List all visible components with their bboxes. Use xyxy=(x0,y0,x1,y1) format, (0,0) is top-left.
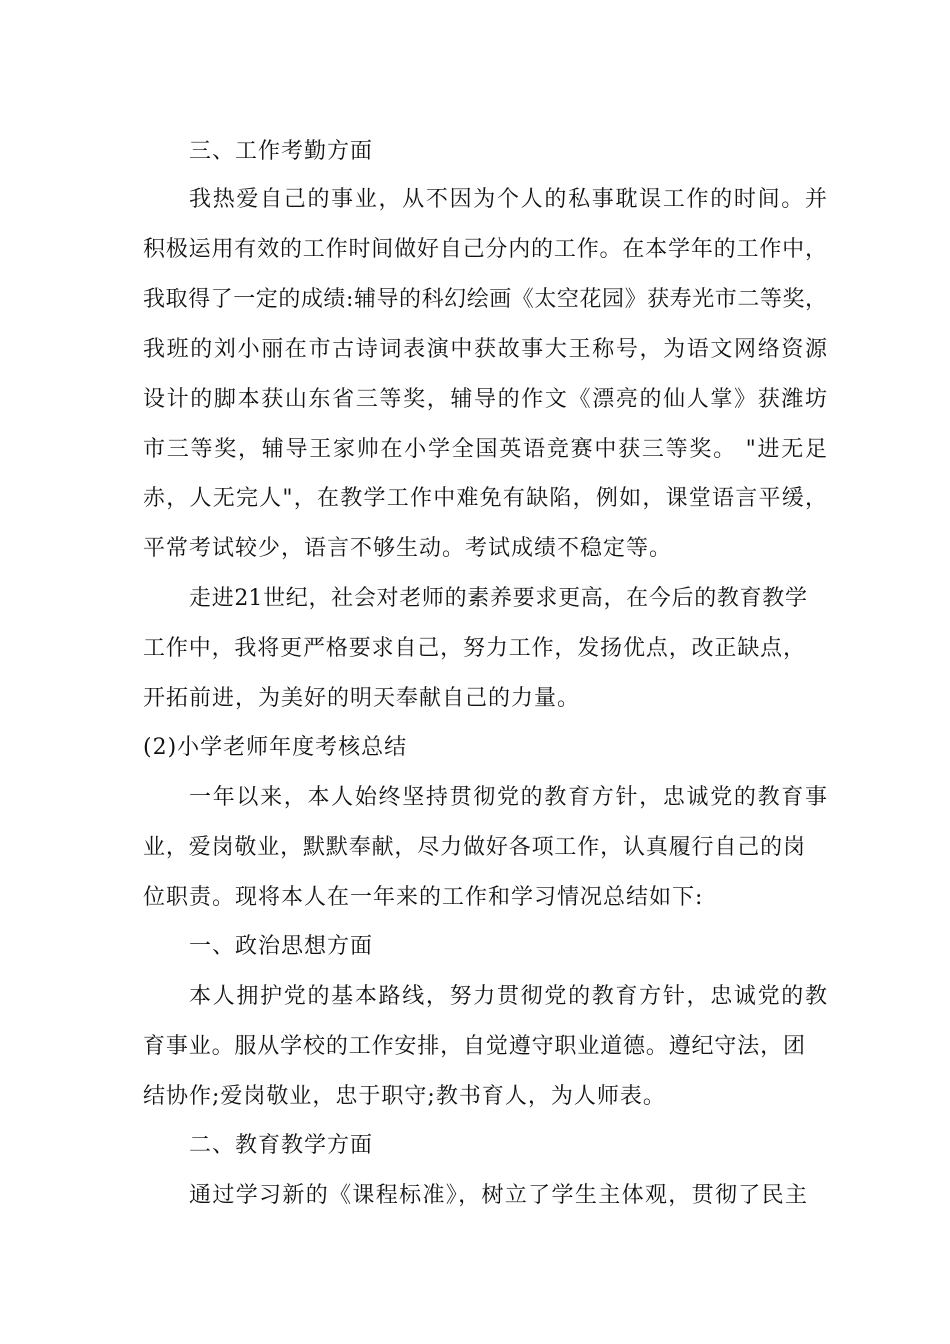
paragraph-line: 我取得了一定的成绩:辅导的科幻绘画《太空花园》获寿光市二等奖， xyxy=(143,287,827,312)
paragraph-line: 位职责。现将本人在一年来的工作和学习情况总结如下: xyxy=(143,885,704,910)
subtitle-annual-review: (2)小学老师年度考核总结 xyxy=(143,735,408,760)
paragraph-line: 我热爱自己的事业，从不因为个人的私事耽误工作的时间。并 xyxy=(189,187,827,212)
paragraph-line: 结协作;爱岗敬业，忠于职守;教书育人，为人师表。 xyxy=(143,1084,666,1109)
paragraph-line: 赤，人无完人"，在教学工作中难免有缺陷，例如，课堂语言平缓， xyxy=(143,486,827,511)
paragraph-line: 市三等奖，辅导王家帅在小学全国英语竞赛中获三等奖。 "进无足 xyxy=(143,437,827,462)
paragraph-line: 平常考试较少，语言不够生动。考试成绩不稳定等。 xyxy=(143,536,673,561)
paragraph-line: 设计的脚本获山东省三等奖，辅导的作文《漂亮的仙人掌》获潍坊 xyxy=(143,387,827,412)
paragraph-line: 本人拥护党的基本路线，努力贯彻党的教育方针，忠诚党的教 xyxy=(189,984,827,1009)
paragraph-line: 走进21世纪，社会对老师的素养要求更高，在今后的教育教学 xyxy=(189,586,807,611)
paragraph-line: 开拓前进，为美好的明天奉献自己的力量。 xyxy=(143,686,581,711)
section-heading-politics: 一、政治思想方面 xyxy=(189,934,374,959)
paragraph-line: 积极运用有效的工作时间做好自己分内的工作。在本学年的工作中， xyxy=(143,237,827,262)
paragraph-line: 我班的刘小丽在市古诗词表演中获故事大王称号，为语文网络资源 xyxy=(143,337,827,362)
paragraph-line: 工作中，我将更严格要求自己，努力工作，发扬优点，改正缺点， xyxy=(143,636,805,661)
section-heading-attendance: 三、工作考勤方面 xyxy=(189,139,374,164)
paragraph-line: 一年以来，本人始终坚持贯彻党的教育方针，忠诚党的教育事 xyxy=(189,785,827,810)
section-heading-teaching: 二、教育教学方面 xyxy=(189,1133,374,1158)
paragraph-line: 业，爱岗敬业，默默奉献，尽力做好各项工作，认真履行自己的岗 xyxy=(143,835,805,860)
paragraph-line: 育事业。服从学校的工作安排，自觉遵守职业道德。遵纪守法，团 xyxy=(143,1034,805,1059)
paragraph-line: 通过学习新的《课程标准》，树立了学生主体观，贯彻了民主 xyxy=(189,1183,807,1208)
